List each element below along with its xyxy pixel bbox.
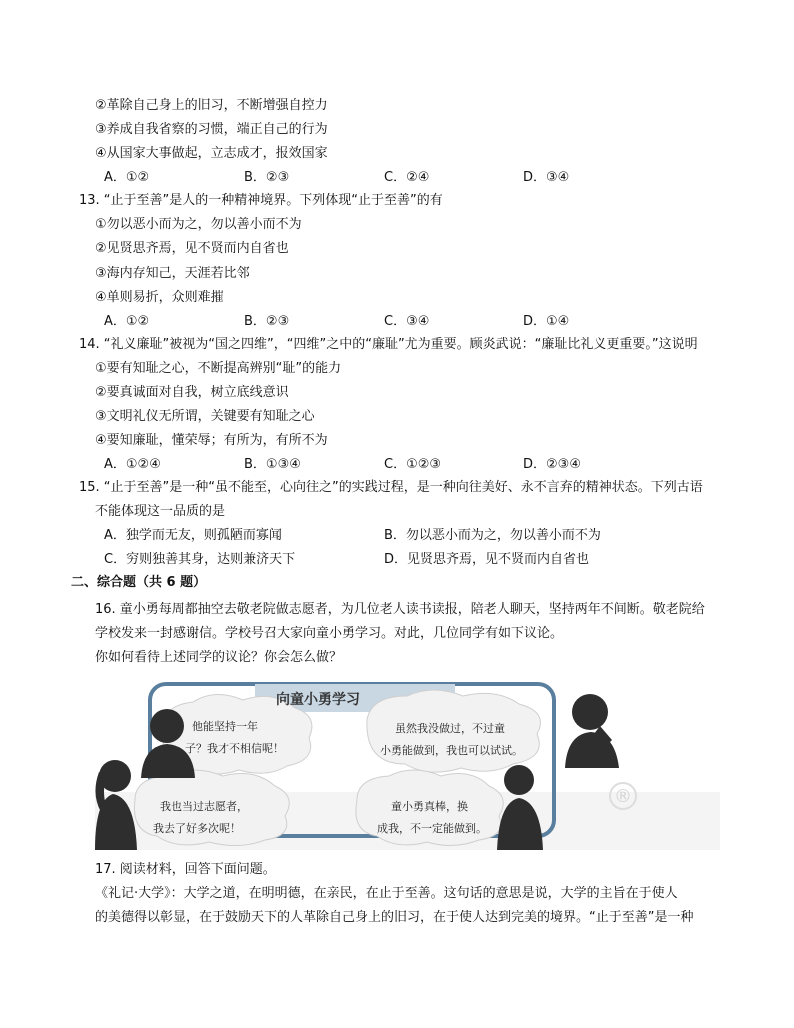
q12-item-4: ④从国家大事做起，立志成才，报效国家 — [95, 146, 328, 161]
bubble4-line2: 成我，不一定能做到。 — [377, 822, 487, 835]
q13-item-4: ④单则易折，众则难摧 — [95, 290, 224, 305]
q14-item-3: ③文明礼仪无所谓，关键要有知耻之心 — [95, 409, 315, 424]
discussion-illustration — [95, 672, 720, 850]
q14-option-a: A．①②④ — [104, 457, 161, 472]
q13-option-a: A．①② — [104, 314, 150, 329]
q14-stem: 14. “礼义廉耻”被视为“国之四维”，“四维”之中的“廉耻”尤为重要。顾炎武说：“廉耻比礼义更重要。”这说明 — [79, 337, 698, 352]
q13-item-3: ③海内存知己，天涯若比邻 — [95, 266, 250, 281]
bubble4-line1: 童小勇真棒，换 — [391, 800, 468, 813]
q13-option-b: B．②③ — [244, 314, 290, 329]
q13-option-c: C．③④ — [384, 314, 430, 329]
q15-stem-line1: 15. “止于至善”是一种“虽不能至，心向往之”的实践过程，是一种向往美好、永不言弃的精神状态。下列古语 — [79, 480, 703, 495]
q14-option-d: D．②③④ — [523, 457, 581, 472]
q13-item-1: ①勿以恶小而为之，勿以善小而不为 — [95, 217, 302, 232]
q14-option-c: C．①②③ — [384, 457, 442, 472]
q13-option-d: D．①④ — [523, 314, 570, 329]
q12-option-b: B．②③ — [244, 170, 290, 185]
q15-option-c: C．穷则独善其身，达则兼济天下 — [104, 552, 296, 567]
bubble1-line1: 他能坚持一年 — [192, 720, 258, 733]
registered-mark: ® — [614, 786, 632, 807]
q13-item-2: ②见贤思齐焉，见不贤而内自省也 — [95, 241, 289, 256]
q17-line3: 的美德得以彰显，在于鼓励天下的人革除自己身上的旧习，在于使人达到完美的境界。“止于至善”是一种 — [95, 910, 694, 925]
section-title: 二、综合题（共 6 题） — [71, 575, 207, 590]
q16-line2: 学校发来一封感谢信。学校号召大家向童小勇学习。对此，几位同学有如下议论。 — [95, 626, 564, 641]
bubble3-line2: 我去了好多次呢！ — [153, 822, 241, 835]
q16-line3: 你如何看待上述同学的议论？你会怎么做？ — [95, 650, 343, 665]
q14-item-1: ①要有知耻之心，不断提高辨别“耻”的能力 — [95, 361, 342, 376]
q13-stem: 13. “止于至善”是人的一种精神境界。下列体现“止于至善”的有 — [79, 193, 443, 208]
q12-item-3: ③养成自我省察的习惯，端正自己的行为 — [95, 122, 328, 137]
bubble2-line1: 虽然我没做过，不过童 — [395, 722, 505, 735]
q14-option-b: B．①③④ — [244, 457, 301, 472]
q17-line1: 17. 阅读材料，回答下面问题。 — [95, 862, 276, 877]
q15-option-a: A．独学而无友，则孤陋而寡闻 — [104, 528, 282, 543]
q12-option-d: D．③④ — [523, 170, 570, 185]
q14-item-2: ②要真诚面对自我，树立底线意识 — [95, 385, 289, 400]
q15-option-b: B．勿以恶小而为之，勿以善小而不为 — [384, 528, 601, 543]
figure-title: 向童小勇学习 — [276, 692, 360, 708]
q12-option-a: A．①② — [104, 170, 150, 185]
bubble2-line2: 小勇能做到，我也可以试试。 — [380, 744, 523, 757]
q15-option-d: D．见贤思齐焉，见不贤而内自省也 — [384, 552, 590, 567]
q12-option-c: C．②④ — [384, 170, 430, 185]
q16-line1: 16. 童小勇每周都抽空去敬老院做志愿者，为几位老人读书读报，陪老人聊天，坚持两年不间断。敬老院给 — [95, 602, 705, 617]
bubble3-line1: 我也当过志愿者， — [160, 800, 248, 813]
q12-item-2: ②革除自己身上的旧习，不断增强自控力 — [95, 98, 328, 113]
q17-line2: 《礼记·大学》：大学之道，在明明德，在亲民，在止于至善。这句话的意思是说，大学的主旨在于使人 — [95, 886, 678, 901]
q15-stem-line2: 不能体现这一品质的是 — [95, 504, 226, 519]
q14-item-4: ④要知廉耻，懂荣辱；有所为，有所不为 — [95, 433, 328, 448]
bubble1-line2: 子？我才不相信呢！ — [185, 742, 284, 755]
